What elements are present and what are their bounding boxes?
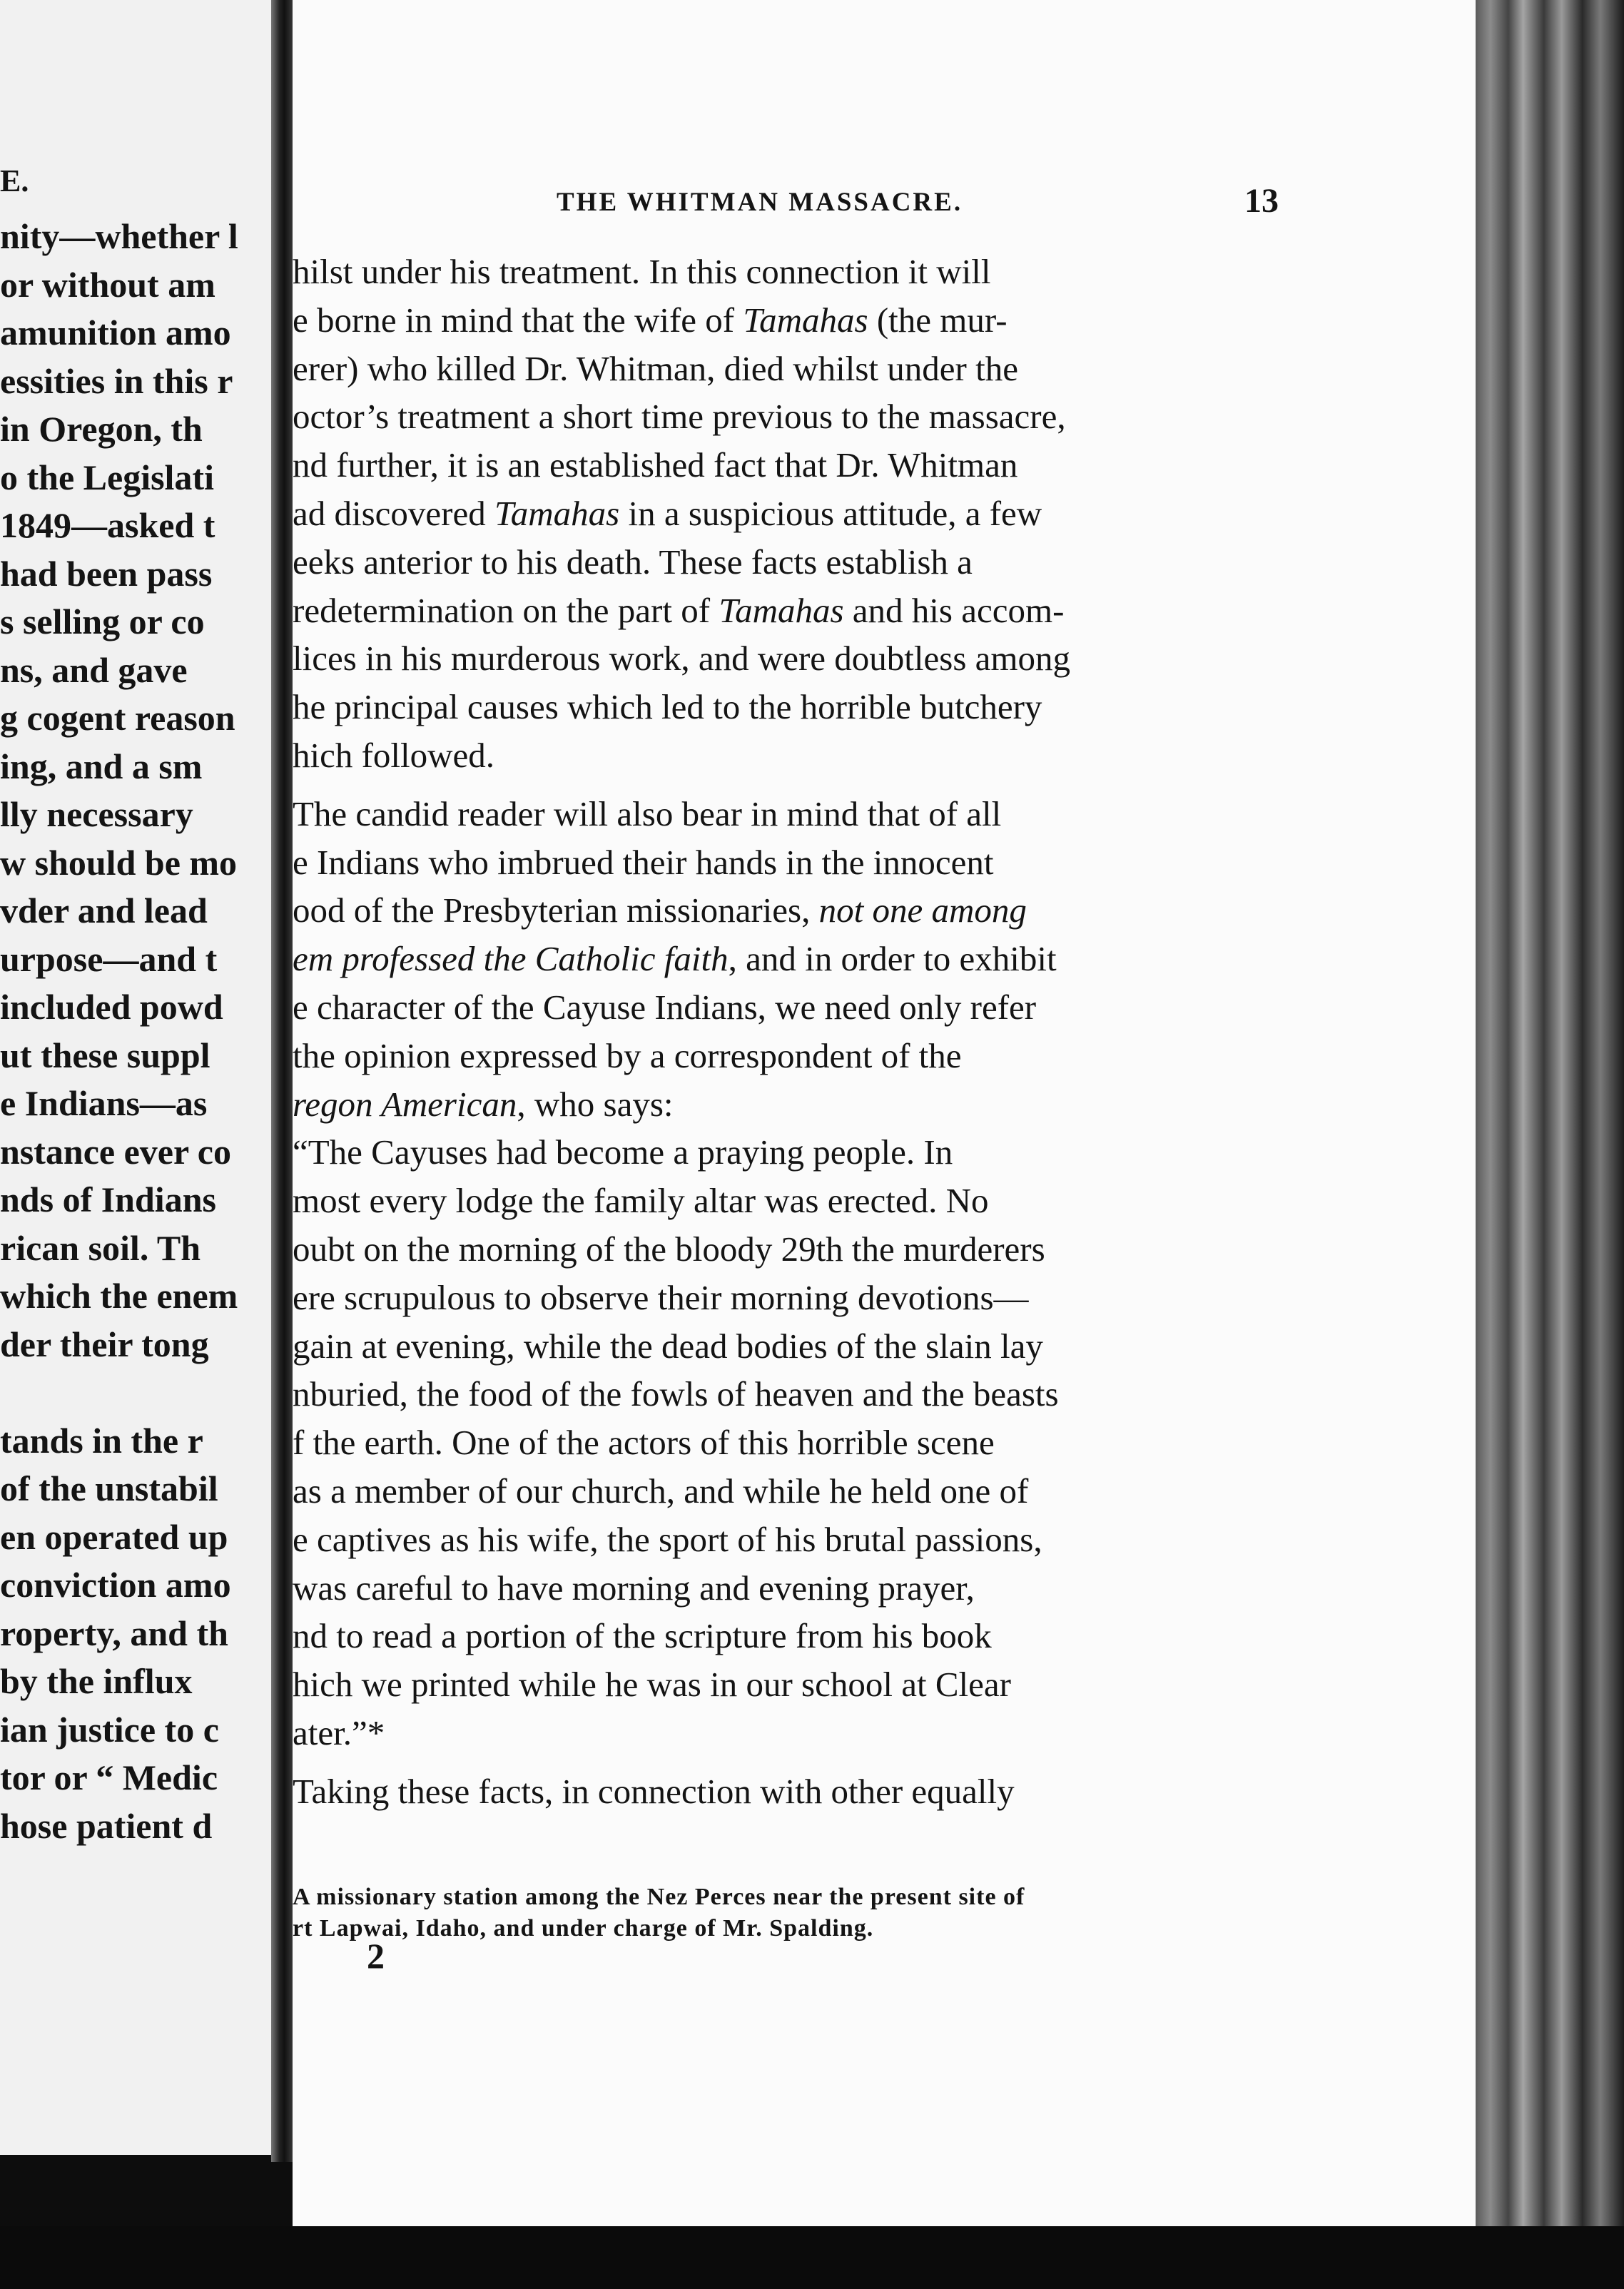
text-run: , and in order to exhibit — [728, 939, 1057, 979]
body-line — [293, 1471, 1286, 1511]
left-text-line: ut these suppl — [0, 1035, 210, 1075]
body-line — [293, 639, 1286, 679]
running-head: THE WHITMAN MASSACRE. — [557, 188, 963, 217]
footnote-line: rt Lapwai, Idaho, and under charge of Mr. Spalding. — [293, 1915, 874, 1942]
text-run: as a member of our church, and while he held one of — [293, 1471, 1029, 1511]
text-run: he principal causes which led to the horrible butchery — [293, 687, 1042, 727]
text-run: eeks anterior to his death. These facts establish a — [293, 542, 973, 582]
left-text-line: nstance ever co — [0, 1131, 231, 1172]
body-line — [293, 1519, 1286, 1559]
text-run: e character of the Cayuse Indians, we need only refer — [293, 988, 1037, 1027]
text-run: ater.”* — [293, 1713, 385, 1752]
left-text-line: by the influx — [0, 1661, 193, 1701]
body-line — [293, 939, 1286, 979]
body-line — [293, 990, 1286, 1025]
body-line — [293, 1616, 1286, 1656]
left-text-line: nity—whether l — [0, 216, 238, 256]
left-text-line: w should be mo — [0, 842, 238, 883]
text-run: “The Cayuses had become a praying people. In — [293, 1132, 953, 1172]
body-line — [293, 542, 1286, 582]
left-text-line: o the Legislati — [0, 457, 214, 497]
body-line — [293, 1084, 1286, 1124]
text-run: nd further, it is an established fact that Dr. Whitman — [293, 445, 1018, 485]
left-text-line: essities in this r — [0, 360, 233, 401]
left-text-line: urpose—and t — [0, 938, 218, 979]
left-text-line: ian justice to c — [0, 1709, 219, 1750]
signature-mark: 2 — [367, 1936, 385, 1976]
left-text-line: had been pass — [0, 553, 213, 594]
text-run: The candid reader will also bear in mind that of all — [293, 793, 1002, 833]
text-run: ad discovered — [293, 494, 494, 533]
body-line — [293, 348, 1286, 388]
text-run: the opinion expressed by a correspondent of the — [293, 1035, 962, 1075]
left-text-line: der their tong — [0, 1324, 209, 1364]
text-run: nd to read a portion of the scripture from his book — [293, 1616, 992, 1656]
text-run: gain at evening, while the dead bodies of the slain lay — [293, 1326, 1043, 1366]
body-line — [293, 1181, 1286, 1221]
body-line — [293, 890, 1286, 930]
text-run: was careful to have morning and evening prayer, — [293, 1568, 975, 1608]
text-run: octor’s treatment a short time previous to the massacre, — [293, 397, 1066, 437]
body-line — [293, 1715, 1286, 1750]
left-text-line: en operated up — [0, 1516, 228, 1557]
text-run: oubt on the morning of the bloody 29th the murderers — [293, 1229, 1045, 1269]
left-text-line: ing, and a sm — [0, 746, 203, 786]
body-line — [293, 445, 1286, 485]
text-run: in a suspicious attitude, a few — [619, 494, 1042, 533]
body-line — [293, 254, 1286, 289]
text-run: Taking these facts, in connection with other equally — [293, 1771, 1015, 1811]
left-page-fragment — [0, 0, 285, 2155]
body-line — [293, 738, 1286, 773]
left-text-line: roperty, and th — [0, 1613, 228, 1653]
body-line — [293, 1326, 1286, 1366]
text-run: hilst under his treatment. In this connection it will — [293, 252, 991, 291]
body-line — [293, 590, 1286, 630]
text-run: erer) who killed Dr. Whitman, died whilst under the — [293, 348, 1018, 388]
right-page — [293, 0, 1478, 2226]
body-line — [293, 842, 1286, 882]
text-run: redetermination on the part of — [293, 590, 719, 630]
italic-text: not one among — [818, 890, 1027, 930]
text-run: (the mur- — [868, 300, 1008, 340]
left-text-line: ns, and gave — [0, 649, 188, 690]
text-run: e borne in mind that the wife of — [293, 300, 744, 340]
left-text-line: nds of Indians — [0, 1179, 216, 1219]
text-run: lices in his murderous work, and were doubtless among — [293, 639, 1071, 679]
left-text-line: conviction amo — [0, 1565, 231, 1605]
body-line — [293, 1035, 1286, 1075]
body-line — [293, 1423, 1286, 1463]
italic-text: Tamahas — [743, 300, 868, 340]
body-line — [293, 1374, 1286, 1414]
text-run: e captives as his wife, the sport of his brutal passions, — [293, 1519, 1042, 1559]
page-number: 13 — [1244, 182, 1279, 220]
text-run: hich followed. — [293, 736, 495, 775]
left-text-line: of the unstabil — [0, 1468, 218, 1508]
left-text-line: 1849—asked t — [0, 505, 215, 545]
left-text-line: lly necessary — [0, 794, 193, 834]
footnote-line: A missionary station among the Nez Perces near the present site of — [293, 1884, 1025, 1910]
left-text-line: tor or “ Medic — [0, 1757, 218, 1797]
body-line — [293, 1771, 1286, 1811]
left-text-line: included powd — [0, 987, 223, 1027]
left-text-line: amunition amo — [0, 313, 231, 352]
italic-text: em professed the Catholic faith — [293, 939, 729, 979]
text-run: ere scrupulous to observe their morning devotions— — [293, 1277, 1029, 1317]
page-edges — [1476, 0, 1624, 2289]
text-run: nburied, the food of the fowls of heaven and the beasts — [293, 1374, 1059, 1414]
left-text-line: e Indians—as — [0, 1083, 208, 1123]
book-gutter — [271, 0, 295, 2162]
body-line — [293, 300, 1286, 340]
italic-text: Tamahas — [494, 494, 620, 533]
left-text-line: rican soil. Th — [0, 1227, 201, 1268]
body-line — [293, 1229, 1286, 1269]
text-run: hich we printed while he was in our school at Clear — [293, 1665, 1011, 1705]
italic-text: regon American — [293, 1084, 517, 1124]
left-text-line: tands in the r — [0, 1420, 203, 1461]
body-line — [293, 1132, 1286, 1172]
body-line — [293, 1665, 1286, 1705]
body-line — [293, 1277, 1286, 1317]
left-text-line: g cogent reason — [0, 698, 235, 738]
left-text-line: hose patient d — [0, 1805, 213, 1846]
left-running-head-fragment: E. — [0, 163, 29, 198]
body-line — [293, 687, 1286, 727]
body-line — [293, 397, 1286, 437]
body-line — [293, 496, 1286, 531]
body-line — [293, 793, 1286, 833]
text-run: ood of the Presbyterian missionaries, — [293, 890, 819, 930]
left-text-line: which the enem — [0, 1276, 238, 1316]
left-text-line: vder and lead — [0, 890, 208, 930]
text-run: , who says: — [517, 1084, 674, 1124]
text-run: f the earth. One of the actors of this horrible scene — [293, 1423, 995, 1463]
left-text-line: in Oregon, th — [0, 409, 203, 449]
text-run: and his accom- — [843, 590, 1065, 630]
bottom-shadow — [0, 2226, 1624, 2289]
left-text-line: s selling or co — [0, 602, 205, 641]
text-run: most every lodge the family altar was erected. No — [293, 1181, 989, 1221]
italic-text: Tamahas — [719, 590, 844, 630]
left-text-line: or without am — [0, 264, 215, 305]
body-line — [293, 1568, 1286, 1608]
text-run: e Indians who imbrued their hands in the innocent — [293, 842, 994, 882]
